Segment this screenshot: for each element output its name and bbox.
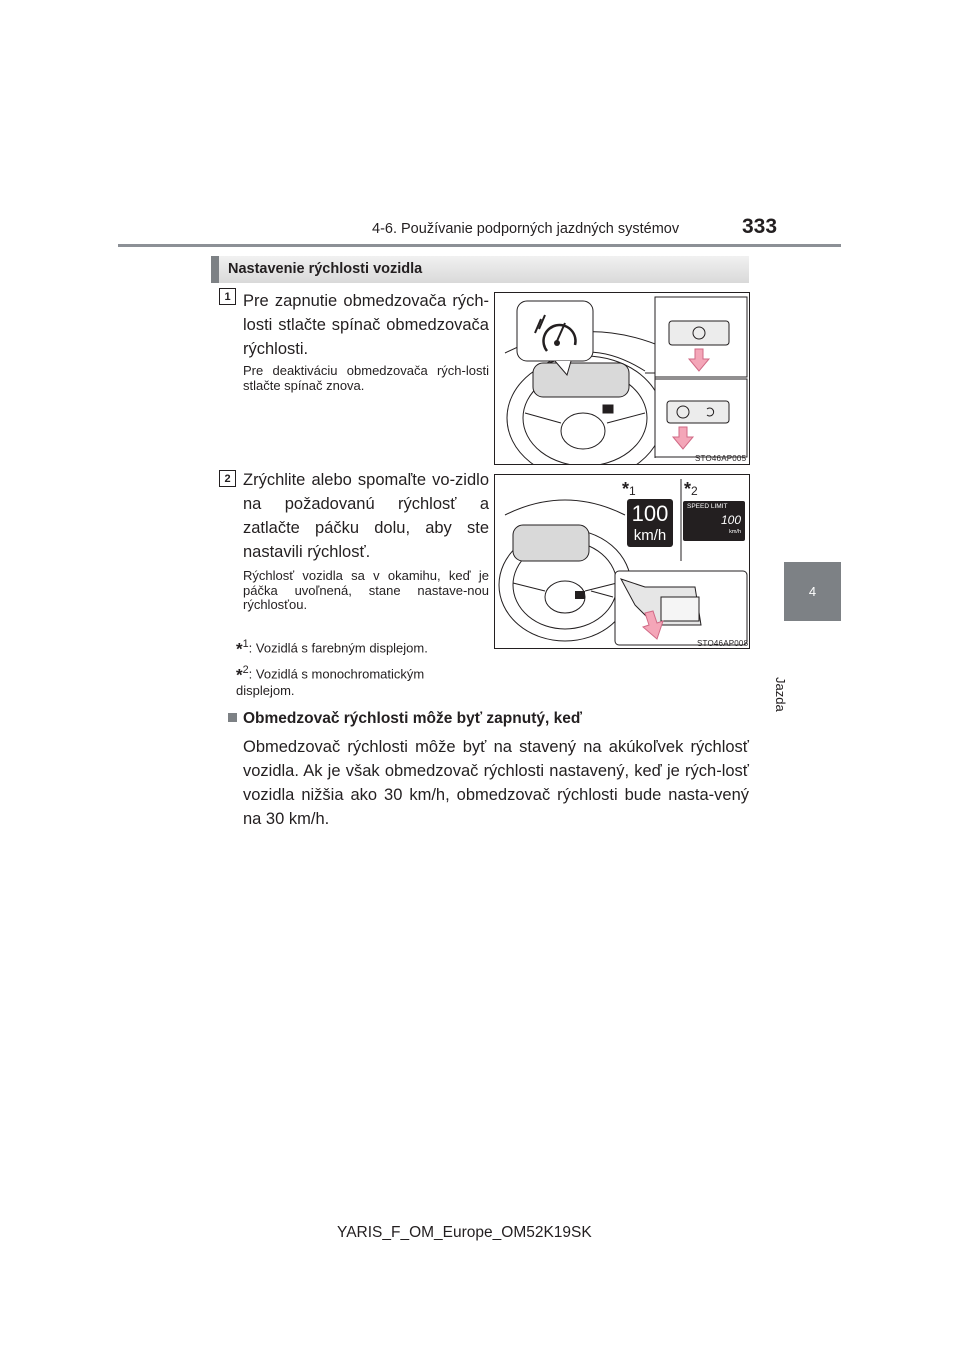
figure-code-1: STO46AP005 xyxy=(695,454,747,463)
chapter-tab[interactable] xyxy=(784,562,841,621)
footnote-1 xyxy=(236,636,486,657)
page-number: 333 xyxy=(742,215,778,238)
marker-star-2: * xyxy=(684,479,692,499)
step-1-note: Pre deaktiváciu obmedzovača rých-losti stlačte spínač znova. xyxy=(243,363,489,393)
section-heading xyxy=(211,256,749,283)
display-color-unit: km/h xyxy=(633,527,667,544)
chapter-header-title: 4-6. Používanie podporných jazdných systémov xyxy=(372,221,680,237)
chapter-side-label xyxy=(773,625,806,712)
subsection-title: Obmedzovač rýchlosti môže byť zapnutý, keď xyxy=(243,710,582,727)
footnote-text-1: : Vozidlá s farebným displejom. xyxy=(248,640,428,656)
footnote-star-2: * xyxy=(236,665,243,685)
figure-speed-limiter-switch xyxy=(494,292,750,465)
step-2-note: Rýchlosť vozidla sa v okamihu, keď je páčka uvoľnená, stane nastave-nou rýchlosťou. xyxy=(243,568,489,612)
display-mono-value: 100 xyxy=(720,513,741,527)
steering-wheel-illustration xyxy=(495,293,750,465)
step-number-1: 1 xyxy=(219,288,236,305)
footnote-2 xyxy=(236,662,466,699)
footnote-marker-2: 2 xyxy=(242,664,249,676)
lever-illustration xyxy=(495,475,750,649)
step-1-text: Pre zapnutie obmedzovača rých-losti stlačte spínač obmedzovača rýchlosti. xyxy=(243,292,489,358)
footnote-text-2: : Vozidlá s monochromatickým displejom. xyxy=(236,666,425,699)
chapter-number: 4 xyxy=(808,584,817,599)
display-mono-label: SPEED LIMIT xyxy=(687,503,728,510)
display-color-marker xyxy=(622,479,636,500)
marker-number-2: 2 xyxy=(691,484,698,498)
display-mono-unit: km/h xyxy=(729,529,741,535)
subsection-heading xyxy=(228,710,582,728)
chapter-label: Jazda xyxy=(773,677,788,712)
subsection-text: Obmedzovač rýchlosti môže byť na stavený na akúkoľvek rýchlosť vozidla. Ak je však obmedzovač rýchlosti nastavený, keď je rých-losť vozidla nižšia ako 30 km/h, obmedzovač rýchlosti bude nasta-vený na 30 km/h. xyxy=(243,738,749,828)
square-bullet-icon xyxy=(228,713,237,722)
step-2-text: Zrýchlite alebo spomaľte vo-zidlo na požadovanú rýchlosť a zatlačte páčku dolu, aby ste nastavili rýchlosť. xyxy=(243,471,489,561)
figure-speed-set-lever xyxy=(494,474,750,649)
display-color-value: 100 xyxy=(631,501,669,526)
marker-star-1: * xyxy=(622,479,630,499)
figure-code-2: STO46AP008 xyxy=(697,639,749,648)
step-number-2: 2 xyxy=(219,470,236,487)
section-title: Nastavenie rýchlosti vozidla xyxy=(228,261,423,277)
marker-number-1: 1 xyxy=(629,484,636,498)
header-divider xyxy=(118,244,841,247)
footnote-marker-1: 1 xyxy=(242,638,249,650)
footnote-star-1: * xyxy=(236,639,243,659)
display-mono-marker xyxy=(684,479,698,500)
document-footer: YARIS_F_OM_Europe_OM52K19SK xyxy=(337,1224,592,1241)
